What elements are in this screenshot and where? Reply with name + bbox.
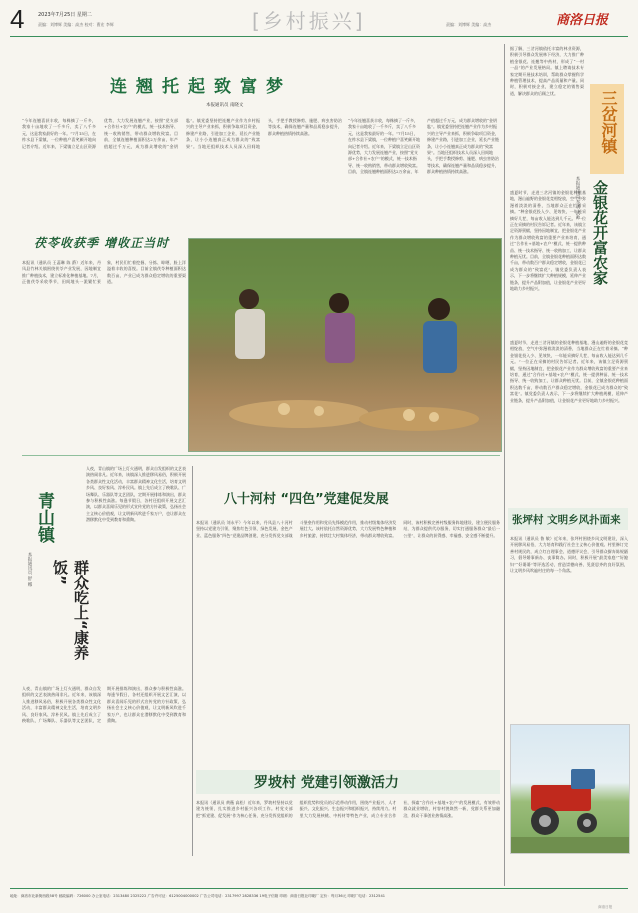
zhangping-photo <box>510 724 630 854</box>
sanchahe-subtitle: 金银花开富农家 <box>591 180 609 285</box>
editor-credits-right: 责编：刘博辉 美编：高杰 <box>446 22 492 27</box>
sanchahe-town-name: 三岔河镇 <box>599 90 618 154</box>
bashihe-title: 八十河村 “四色”党建促发展 <box>224 492 389 507</box>
footer-rule <box>10 888 628 889</box>
page-number: 4 <box>10 4 25 34</box>
column-divider-2 <box>504 44 505 886</box>
fuling-headline: 茯苓收获季 增收正当时 <box>34 236 170 250</box>
qingshan-subtitle: 群众吃上“康养饭” <box>51 560 90 660</box>
zhangping-body: 本报讯（通讯员 鲁 敏）近年来，张坪村围绕乡风文明建设，深入开展移风易俗，大力培育和践行社会主义核心价值观。村里修订完善村规民约，成立红白理事会、道德评议会，引导群众摒弃陈规陋习，倡导婚事新办、丧事简办。同时，积极开展“最美家庭”“好媳妇”“好婆婆”等评选活动，营造崇德向善、见贤思齐的良好氛围，让文明乡风吹遍村庄的每一个角落。 <box>510 536 628 574</box>
fuling-photo <box>188 238 502 452</box>
bashihe-body: 本报讯（通讯员 刘永平）今年以来，丹凤县八十河村坚持以党建为引领，聚焦红色引领、绿色发展、金色产业、蓝色服务“四色”党建品牌创建，充分发挥党支部战斗堡垒作用和党员先锋模范作用，推动村级集体经济发展壮大。该村依托自然资源优势，大力发展特色种植和乡村旅游，持续壮大村集体经济，带动群众增收致富。同时，该村积极完善村级服务阵地建设，建立便民服务站，为群众提供代办服务，切实打通服务群众“最后一公里”，让群众的获得感、幸福感、安全感不断提升。 <box>196 520 500 538</box>
column-divider-1 <box>192 466 193 856</box>
fuling-photo-figures <box>189 239 501 451</box>
main-body: “今年连翘喜获丰收，每株摘了一斤多，我家十亩地收了一千多斤，卖了八千多元，这是我家最好的一年。”7月15日，在柞水县下梁镇，一位种植户喜笑颜开地向记者介绍。近年来，下梁镇立足山区资源优势，大力发展连翘产业，按照“党支部+合作社+农户”的模式，统一技术指导、统一收购销售，带动群众增收致富。目前，全镇连翘种植面积达2万余亩，年产值超过千万元，成为群众增收的“金钥匙”。镇党委坚持把连翘产业作为乡村振兴的主导产业来抓，积极争取项目资金，修建产业路，引进加工企业，延长产业链条，让小小连翘真正成为群众的“致富果”。当地还组织技术人员深入田间地头，手把手教授修剪、施肥、病虫害防治等技术，确保连翘产量和品质稳步提升，群众种植热情持续高涨。 <box>22 118 342 149</box>
section-title: [乡村振兴] <box>252 9 366 33</box>
zhangping-photo-tractor <box>511 725 629 853</box>
sanchahe-byline: 本报通讯员 李明 武帅 <box>575 176 580 220</box>
main-title: 连翘托起致富梦 <box>110 77 292 97</box>
qingshan-town-name: 青山镇 <box>34 492 54 543</box>
footer-brand-mark: 商洛日报 <box>598 905 613 909</box>
photo-section-rule <box>22 455 500 456</box>
sanchahe-body-mid: 盛夏时节，走进三岔河镇的金银花种植基地，漫山遍野的金银花竞相绽放，空气中弥漫着淡淡的清香，当地群众正在忙着采摘。“种金银花投入少、见效快，一年能采摘好几茬，每亩收入能达到几千元。”一位正在采摘的村民告诉记者。近年来，该镇立足资源禀赋，坚持因地制宜，把金银花产业作为群众增收致富的重要产业来培育，通过“合作社+基地+农户”模式，统一提供种苗、统一技术指导、统一收购加工，让群众种植无忧。目前，全镇金银花种植面积达数千亩，带动数百户群众稳定增收，金银花已成为群众的“致富花”。镇党委负责人表示，下一步将继续扩大种植规模，延伸产业链条，提升产品附加值，让金银花产业更好地助力乡村振兴。 <box>510 190 586 292</box>
main-byline: 本报通讯员 南晓文 <box>206 103 244 108</box>
sanchahe-body-long: 盛夏时节，走进三岔河镇的金银花种植基地，漫山遍野的金银花竞相绽放，空气中弥漫着淡淡的清香，当地群众正在忙着采摘。“种金银花投入少、见效快，一年能采摘好几茬，每亩收入能达到几千元。”一位正在采摘的村民告诉记者。近年来，该镇立足资源禀赋，坚持因地制宜，把金银花产业作为群众增收致富的重要产业来培育，通过“合作社+基地+农户”模式，统一提供种苗、统一技术指导、统一收购加工，让群众种植无忧。目前，全镇金银花种植面积达数千亩，带动数百户群众稳定增收，金银花已成为群众的“致富花”。镇党委负责人表示，下一步将继续扩大种植规模，延伸产业链条，提升产品附加值，让金银花产业更好地助力乡村振兴。 <box>510 340 628 403</box>
editor-credits-left: 责编：刘博辉 美编：高杰 校对：曹宏 李辉 <box>38 22 114 27</box>
sanchahe-body-top: 据了解，三岔河镇依托丰富的林业资源，积极引导群众发展林下经济，大力推广种植金银花、连翘等中药材，形成了“一村一品”的产业发展格局。镇上聘请技术专家定期开展技术培训，帮助群众掌握科学种植管理技术，提高产品质量和产量。同时，积极对接企业，建立稳定的销售渠道，解决群众的后顾之忧。 <box>510 46 584 96</box>
main-body-continued: “今年连翘喜获丰收，每株摘了一斤多，我家十亩地收了一千多斤，卖了八千多元，这是我家最好的一年。”7月15日，在柞水县下梁镇，一位种植户喜笑颜开地向记者介绍。近年来，下梁镇立足山区资源优势，大力发展连翘产业，按照“党支部+合作社+农户”的模式，统一技术指导、统一收购销售，带动群众增收致富。目前，全镇连翘种植面积达2万余亩，年产值超过千万元，成为群众增收的“金钥匙”。镇党委坚持把连翘产业作为乡村振兴的主导产业来抓，积极争取项目资金，修建产业路，引进加工企业，延长产业链条，让小小连翘真正成为群众的“致富果”。当地还组织技术人员深入田间地头，手把手教授修剪、施肥、病虫害防治等技术，确保连翘产量和品质稳步提升，群众种植热情持续高涨。 <box>348 118 499 175</box>
luopo-title: 罗坡村 党建引领激活力 <box>254 775 399 791</box>
qingshan-vertical-title <box>26 486 90 676</box>
footer-info: 地址：商洛市北新街西段58号 邮政编码：726000 办公室电话：2313480 2325222 广告许可证：6125004000002 广告公司电话：2317997 2828336 19电子信箱 印刷：商洛日报社印刷厂 定价：每月36元 印刷厂电话：2312541 <box>10 894 386 898</box>
luopo-body: 本报讯（通讯员 黄薇 高松）近年来，罗坡村坚持以党建为统领，扎实推进乡村振兴各项工作。村党支部把“抓党建、促发展”作为核心任务，充分发挥党组织的组织优势和党员的示范带动作用，围绕产业振兴、人才振兴、文化振兴、生态振兴和组织振兴，持续用力。村里大力发展核桃、中药材等特色产业，成立专业合作社，探索“合作社+基地+农户”的发展模式，有效带动群众就业增收，村容村貌焕然一新，党群关系更加融洽，群众干事创业热情高涨。 <box>196 800 500 818</box>
brand-logo: 商洛日报 <box>556 13 609 28</box>
zhangping-title: 张坪村 文明乡风扑面来 <box>512 514 621 526</box>
qingshan-byline: 本报通讯员 舒 娜 <box>27 552 32 587</box>
qingshan-body-right: 人夜，青山镇的广场上灯火通明，群众自发组织的文艺表演热闹非凡。近年来，该镇深入推进移风易俗，积极开展各类群众性文化活动，丰富群众精神文化生活，培育文明乡风、良好家风、淳朴民风。镇上先后成立了秧歌队、广场舞队、乐器队等文艺团队，定期开展排练和演出，群众参与积极性高涨。每逢节假日，各村还组织开展文艺汇演，以群众喜闻乐见的形式宣传党的方针政策，弘扬社会主义核心价值观，让文明新风吹进千家万户，也让群众在潜移默化中受到教育和熏陶。 <box>86 466 186 523</box>
issue-date: 2023年7月25日 星期二 <box>38 12 92 18</box>
qingshan-body-bottom: 人夜，青山镇的广场上灯火通明，群众自发组织的文艺表演热闹非凡。近年来，该镇深入推进移风易俗，积极开展各类群众性文化活动，丰富群众精神文化生活，培育文明乡风、良好家风、淳朴民风。镇上先后成立了秧歌队、广场舞队、乐器队等文艺团队，定期开展排练和演出，群众参与积极性高涨。每逢节假日，各村还组织开展文艺汇演，以群众喜闻乐见的形式宣传党的方针政策，弘扬社会主义核心价值观，让文明新风吹进千家万户，也让群众在潜移默化中受到教育和熏陶。 <box>22 686 186 724</box>
fuling-body: 本报讯（通讯员 王蕊琳 陈 爵）近年来，丹凤县竹林关镇围绕茯苓产业发展，因地制宜推广种植技术，建立标准化种植基地。7月，正值茯苓采收季节，田间地头一派繁忙景象，村民们忙着挖掘、分拣、晾晒，脸上洋溢着丰收的喜悦。目前全镇茯苓种植面积达数百亩，产业已成为群众稳定增收的重要渠道。 <box>22 260 186 285</box>
header-rule <box>10 36 628 37</box>
